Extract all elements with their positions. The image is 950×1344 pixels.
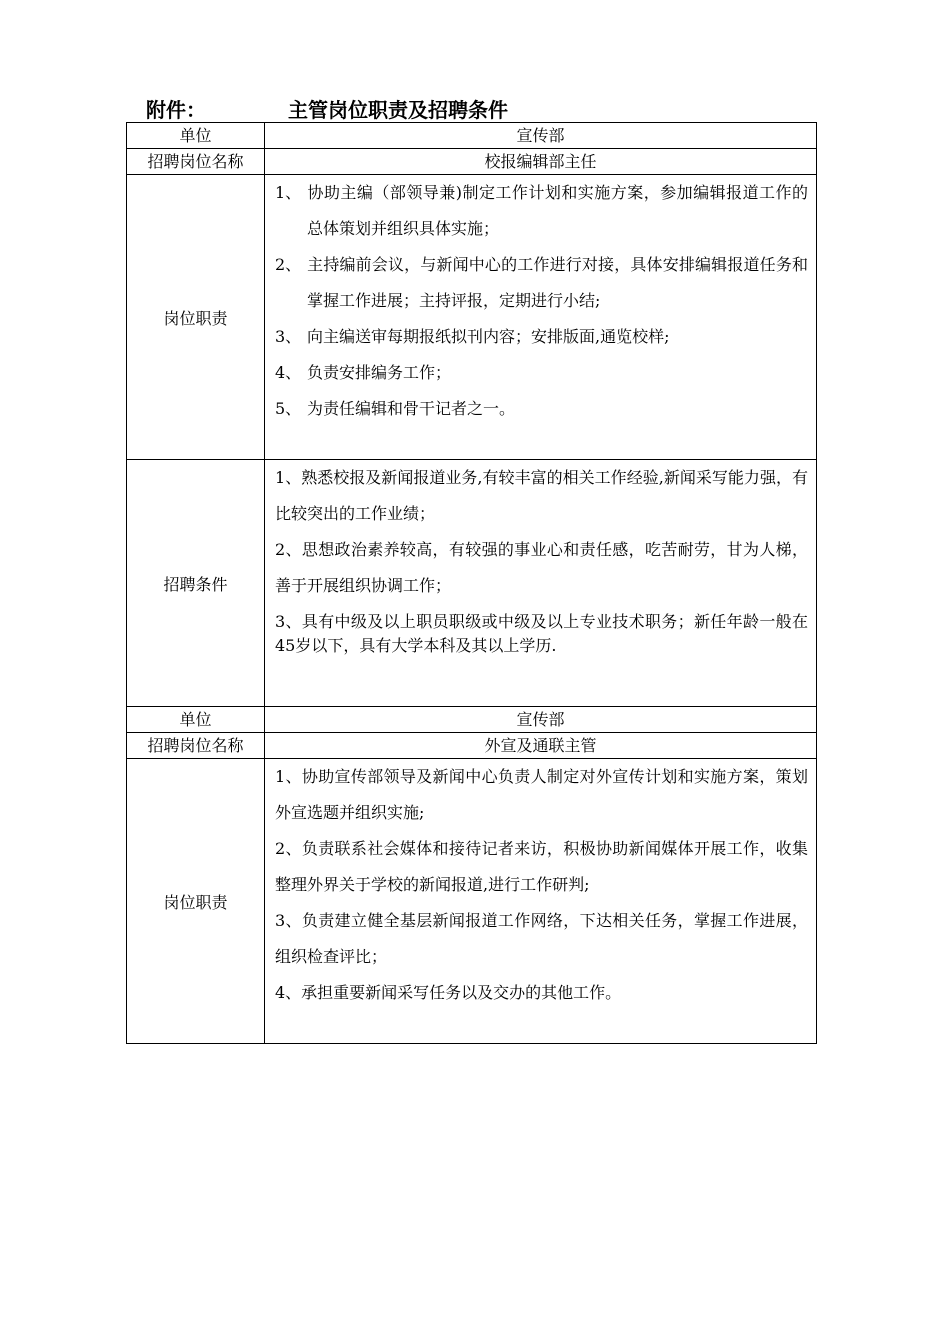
requirements-row — [127, 460, 817, 707]
post-name-row — [127, 149, 817, 175]
duty-item: 4、承担重要新闻采写任务以及交办的其他工作。 — [275, 983, 622, 1002]
unit-row — [127, 123, 817, 149]
duty-item: 1、 协助主编（部领导兼)制定工作计划和实施方案，参加编辑报道工作的总体策划并组织具体实施； — [275, 183, 808, 238]
duties-row — [127, 175, 817, 460]
duty-item: 2、负责联系社会媒体和接待记者来访，积极协助新闻媒体开展工作，收集整理外界关于学校的新闻报道,进行工作研判; — [275, 839, 808, 894]
requirement-item: 3、具有中级及以上职员职级或中级及以上专业技术职务；新任年龄一般在45岁以下，具有大学本科及其以上学历. — [275, 612, 808, 655]
requirements-label: 招聘条件 — [127, 460, 265, 707]
post-name-label: 招聘岗位名称 — [127, 149, 265, 175]
duties-label: 岗位职责 — [127, 175, 265, 460]
unit-label: 单位 — [127, 707, 265, 733]
page-heading — [146, 96, 508, 124]
requirements-content — [265, 460, 817, 707]
duty-item: 4、 负责安排编务工作； — [275, 363, 452, 382]
attachment-label: 附件： — [146, 98, 206, 122]
duty-item: 1、协助宣传部领导及新闻中心负责人制定对外宣传计划和实施方案，策划外宣选题并组织实施; — [275, 767, 808, 822]
document-title: 主管岗位职责及招聘条件 — [288, 98, 508, 122]
post-name-row — [127, 733, 817, 759]
unit-row — [127, 707, 817, 733]
duty-item: 5、 为责任编辑和骨干记者之一。 — [275, 399, 516, 418]
duty-item: 3、 向主编送审每期报纸拟刊内容；安排版面,通览校样; — [275, 327, 670, 346]
duty-item: 3、负责建立健全基层新闻报道工作网络，下达相关任务，掌握工作进展，组织检查评比； — [275, 911, 808, 966]
duties-row — [127, 759, 817, 1044]
post-name-value: 校报编辑部主任 — [265, 149, 817, 175]
duties-content — [265, 175, 817, 460]
job-requirements-table — [126, 122, 817, 1044]
duties-content — [265, 759, 817, 1044]
unit-value: 宣传部 — [265, 123, 817, 149]
post-name-label: 招聘岗位名称 — [127, 733, 265, 759]
requirement-item: 2、思想政治素养较高，有较强的事业心和责任感，吃苦耐劳，甘为人梯，善于开展组织协调工作； — [275, 540, 808, 595]
unit-value: 宣传部 — [265, 707, 817, 733]
post-name-value: 外宣及通联主管 — [265, 733, 817, 759]
duties-label: 岗位职责 — [127, 759, 265, 1044]
requirement-item: 1、熟悉校报及新闻报道业务,有较丰富的相关工作经验,新闻采写能力强，有比较突出的工作业绩； — [275, 468, 808, 523]
unit-label: 单位 — [127, 123, 265, 149]
duty-item: 2、 主持编前会议，与新闻中心的工作进行对接，具体安排编辑报道任务和掌握工作进展；主持评报，定期进行小结; — [275, 255, 808, 310]
